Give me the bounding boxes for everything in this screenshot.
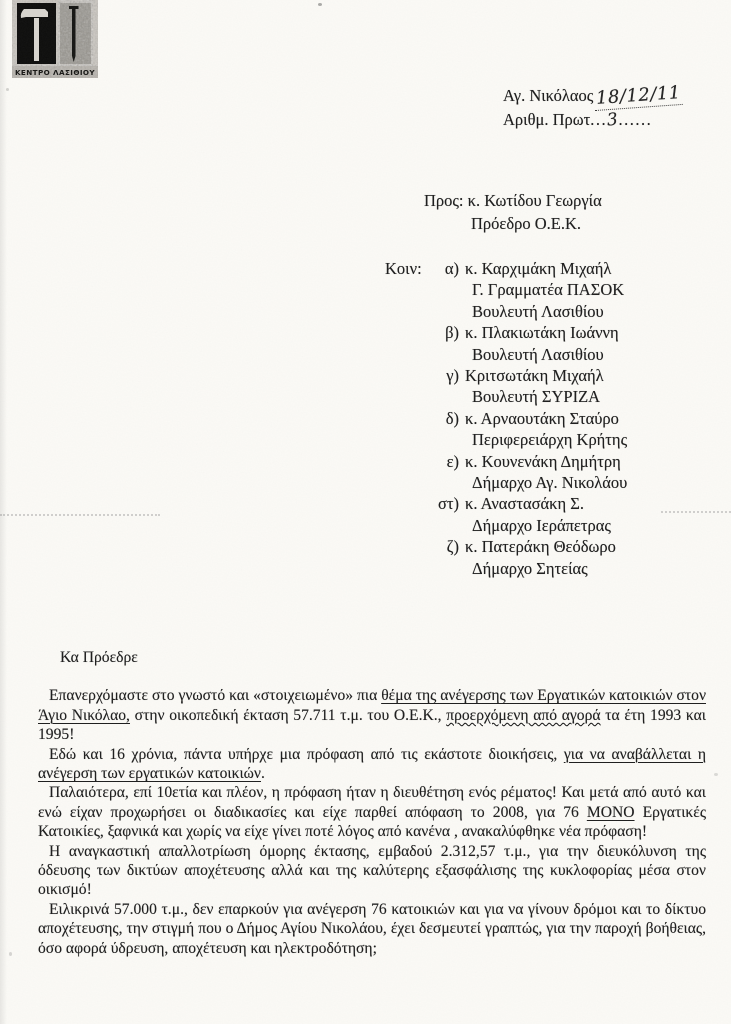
cc-label: Κοιν:	[385, 259, 422, 278]
paragraph-text: Εργατικές Κατοικίες, ξαφνικά και χωρίς να είχε γίνει ποτέ λόγος από κανένα , ανακαλύφθηκε νέα πρόφαση!	[38, 803, 706, 841]
place-date-line	[503, 84, 682, 108]
protocol-dots: ...	[590, 110, 608, 129]
salutation: Κα Πρόεδρε	[60, 649, 138, 666]
protocol-line	[503, 108, 682, 132]
cc-line-text: κ. Αναστασάκη Σ.	[465, 494, 584, 514]
cc-prefix: ζ)	[446, 537, 459, 557]
protocol-label: Αριθμ. Πρωτ	[503, 110, 591, 129]
cc-prefix: α)	[444, 259, 459, 278]
handwritten-protocol-number: 3	[606, 109, 620, 131]
underlined-phrase: προερχόμενη από αγορά	[446, 706, 601, 724]
cc-entries	[432, 258, 627, 579]
cc-line-text: Γ. Γραμματέα ΠΑΣΟΚ	[472, 280, 625, 300]
cc-entry	[432, 451, 627, 494]
scan-artifact-dotted-line	[0, 514, 160, 516]
cc-entry	[432, 258, 627, 322]
cc-line-text: Κριτσωτάκη Μιχαήλ	[465, 366, 604, 386]
cc-entry	[432, 493, 627, 536]
paragraph-text: .	[260, 765, 265, 783]
cc-entry	[432, 365, 627, 408]
scan-speck	[318, 3, 322, 6]
body-paragraph-1	[38, 686, 706, 744]
scan-speck	[714, 773, 718, 776]
cc-line-text: κ. Πλακιωτάκη Ιωάννη	[465, 323, 619, 343]
cc-entry	[432, 536, 627, 579]
body-paragraph-2	[38, 745, 706, 784]
logo-caption: ΚΕΝΤΡΟ ΛΑΣΙΘΙΟΥ	[14, 68, 96, 77]
protocol-dots-trailing: ......	[618, 110, 653, 129]
scan-artifact-dotted-line	[661, 511, 731, 513]
cc-prefix: γ)	[446, 366, 459, 386]
letter-body	[38, 648, 706, 958]
paragraph-text: στην οικοπεδική έκταση 57.711 τ.μ. του Ο.Ε.Κ.,	[129, 706, 447, 724]
recipient-block	[424, 189, 602, 235]
cc-prefix: δ)	[445, 408, 459, 428]
underlined-phrase: ΜΟΝΟ	[586, 803, 635, 821]
cc-line-text: κ. Καρχιμάκη Μιχαήλ	[465, 259, 612, 278]
cc-line-text: κ. Αρναουτάκη Σταύρο	[465, 408, 619, 428]
cc-line-text: Περιφερειάρχη Κρήτης	[472, 430, 628, 450]
cc-line-text: Βουλευτή Λασιθίου	[472, 344, 604, 364]
cc-entry	[432, 322, 627, 365]
handwritten-date: 18/12/11	[594, 81, 683, 111]
cc-line-text: κ. Κουνενάκη Δημήτρη	[465, 451, 621, 471]
paragraph-text: Η αναγκαστική απαλλοτρίωση όμορης έκτασης, εμβαδού 2.312,57 τ.μ., για την διευκόλυνση της όδευσης των δικτύων αποχέτευσης αλλά και της καλύτερης εξασφάλισης της κυκλοφορίας μέσα στον οικισμό!	[38, 842, 706, 899]
logo-nail-icon	[60, 3, 91, 64]
recipient-line-1	[424, 189, 602, 212]
letterhead-logo	[12, 0, 98, 78]
place-label: Αγ. Νικόλαος	[503, 86, 594, 105]
recipient-line-2: Πρόεδρο Ο.Ε.Κ.	[471, 214, 581, 233]
underlined-phrase: για να αναβάλλεται η ανέγερση των εργατικών κατοικιών	[38, 745, 706, 783]
cc-prefix: β)	[445, 323, 459, 343]
scan-speck	[9, 952, 12, 956]
cc-prefix: ε)	[446, 451, 459, 471]
cc-line-text: Δήμαρχο Αγ. Νικολάου	[472, 473, 628, 493]
cc-line-text: Βουλευτή Λασιθίου	[472, 301, 604, 321]
body-paragraph-5	[38, 900, 706, 958]
logo-hammer-icon	[17, 3, 56, 64]
cc-line-text: κ. Πατεράκη Θεόδωρο	[465, 537, 616, 557]
scan-edge-shadow	[0, 0, 7, 1024]
paragraph-text: Επανερχόμαστε στο γνωστό και «στοιχειωμένο» πια	[49, 687, 382, 705]
paragraph-text: Παλαιότερα, επί 10ετία και πλέον, η πρόφαση ήταν η διευθέτηση ενός ρέματος! Και μετά από αυτό και ενώ είχαν προχωρήσει οι διαδικασίες και είχε παρθεί απόφαση το 2008, για 76	[38, 784, 706, 821]
paragraph-text: Ειλικρινά 57.000 τ.μ., δεν επαρκούν για ανέγερση 76 κατοικιών και για να γίνουν δρόμοι και το δίκτυο αποχέτευσης, την στιγμή που ο Δήμος Αγίου Νικολάου, έχει δεσμευτεί γραπτώς, για την παροχή βοήθειας, όσο αφορά ύδρευση, αποχέτευση και ηλεκτροδότηση;	[38, 900, 706, 957]
cc-line-text: Βουλευτή ΣΥΡΙΖΑ	[472, 387, 601, 407]
paragraph-text: Εδώ και 16 χρόνια, πάντα υπήρχε μια πρόφαση από τις εκάστοτε διοικήσεις,	[49, 745, 564, 763]
cc-prefix: στ)	[437, 494, 459, 514]
cc-block	[385, 258, 627, 579]
cc-entry	[432, 408, 627, 451]
cc-line-text: Δήμαρχο Ιεράπετρας	[472, 515, 611, 535]
recipient-label: Προς:	[424, 191, 464, 210]
paragraph-text: τα έτη 1993 και 1995!	[38, 706, 706, 744]
body-paragraph-4	[38, 842, 706, 900]
recipient-name: κ. Κωτίδου Γεωργία	[467, 191, 602, 210]
cc-line-text: Δήμαρχο Σητείας	[472, 558, 588, 578]
header-place-date	[503, 84, 682, 132]
underlined-phrase: θέμα της ανέγερσης των Εργατικών κατοικιών στον Άγιο Νικόλαο,	[38, 687, 706, 724]
body-paragraph-3	[38, 783, 706, 841]
